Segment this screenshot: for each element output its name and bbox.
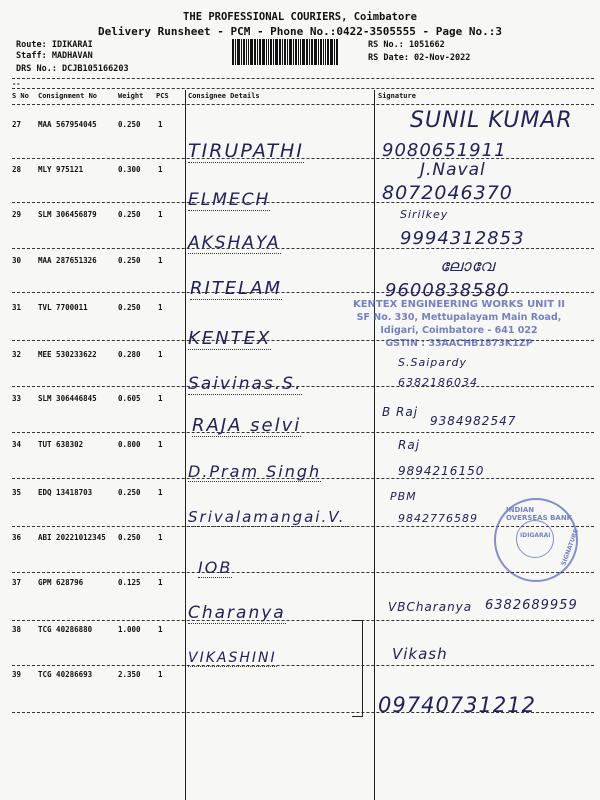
bank-seal-text: IDIGARAI [520, 532, 551, 539]
row-pcs: 1 [158, 350, 163, 359]
header-title: THE PROFESSIONAL COURIERS, Coimbatore [183, 11, 417, 23]
stamp-line: Idigari, Coimbatore - 641 022 [380, 325, 538, 336]
rs-number: RS No.: 1051662 [368, 40, 445, 50]
row-signature: Raj [398, 438, 421, 452]
row-weight: 2.350 [118, 670, 141, 679]
barcode [232, 39, 362, 65]
row-pcs: 1 [158, 625, 163, 634]
row-weight: 0.250 [118, 256, 141, 265]
row-pcs: 1 [158, 440, 163, 449]
row-weight: 0.250 [118, 533, 141, 542]
row-pcs: 1 [158, 256, 163, 265]
row-sno: 31 [12, 303, 22, 312]
row-phone: 9894216150 [398, 464, 485, 478]
row-consignment: MEE 530233622 [38, 350, 97, 359]
divider [12, 104, 594, 105]
divider [12, 88, 594, 89]
row-consignee: RAJA selvi [192, 415, 302, 436]
row-phone: 9384982547 [430, 414, 517, 428]
header-subtitle: Delivery Runsheet - PCM - Phone No.:0422-3505555 - Page No.:3 [98, 25, 502, 38]
row-weight: 0.800 [118, 440, 141, 449]
bank-seal-inner-ring [516, 520, 554, 558]
column-divider [185, 90, 186, 800]
row-divider [12, 432, 594, 433]
row-signature: ലോവേ [440, 256, 495, 275]
row-pcs: 1 [158, 120, 163, 129]
row-consignee: RITELAM [190, 278, 283, 299]
route-label: Route: IDIKARAI [16, 40, 93, 50]
row-pcs: 1 [158, 394, 163, 403]
row-consignment: MAA 567954045 [38, 120, 97, 129]
row-consignee: Charanya [188, 603, 286, 623]
stamp-line: SF No. 330, Mettupalayam Main Road, [356, 312, 562, 323]
row-consignee: KENTEX [188, 328, 272, 349]
row-sno: 30 [12, 256, 22, 265]
row-consignee: IOB [198, 558, 233, 577]
row-sno: 33 [12, 394, 22, 403]
row-signature: SUNIL KUMAR [410, 108, 573, 133]
row-divider [12, 620, 594, 621]
row-phone: 8072046370 [382, 182, 513, 204]
row-sno: 32 [12, 350, 22, 359]
stamp-line: KENTEX ENGINEERING WORKS UNIT II [352, 299, 566, 310]
row-signature: J.Naval [420, 160, 486, 180]
row-phone: 9994312853 [400, 228, 525, 249]
row-sno: 29 [12, 210, 22, 219]
stray-mark: -- [12, 80, 21, 88]
row-consignment: MLY 975121 [38, 165, 84, 174]
row-weight: 1.000 [118, 625, 141, 634]
row-pcs: 1 [158, 670, 163, 679]
row-consignment: TCG 40286693 [38, 670, 93, 679]
row-consignee: TIRUPATHI [188, 140, 304, 162]
bank-seal-text: SIGNATURE [560, 528, 581, 567]
row-signature: VBCharanya [388, 600, 473, 614]
row-pcs: 1 [158, 578, 163, 587]
row-signature: Sirilkey [400, 208, 449, 221]
divider [12, 78, 594, 79]
bank-seal-text: INDIAN OVERSEAS BANK [506, 506, 573, 522]
row-consignment: TCG 40286880 [38, 625, 93, 634]
row-weight: 0.250 [118, 303, 141, 312]
row-signature: S.Saipardy [398, 356, 467, 369]
row-sno: 27 [12, 120, 22, 129]
rs-date: RS Date: 02-Nov-2022 [368, 53, 471, 63]
row-consignment: ABI 20221012345 [38, 533, 106, 542]
col-header-signature: Signature [378, 92, 416, 100]
row-signature: PBM [390, 490, 417, 503]
col-header-weight: Weight [118, 92, 144, 100]
row-divider [12, 572, 594, 573]
row-phone: 6382186034 [398, 376, 478, 389]
row-weight: 0.250 [118, 210, 141, 219]
row-pcs: 1 [158, 210, 163, 219]
row-divider [12, 386, 594, 387]
row-weight: 0.605 [118, 394, 141, 403]
drs-number: DRS No.: DCJB105166203 [16, 64, 129, 74]
row-sno: 36 [12, 533, 22, 542]
column-divider [374, 90, 375, 800]
row-pcs: 1 [158, 303, 163, 312]
row-phone: 9842776589 [398, 512, 478, 525]
bank-seal [494, 498, 581, 582]
row-phone: 09740731212 [378, 693, 536, 717]
row-signature: B Raj [382, 405, 419, 419]
row-consignment: GPM 628796 [38, 578, 84, 587]
row-pcs: 1 [158, 165, 163, 174]
row-consignee: Saivinas.S. [188, 374, 303, 394]
row-consignment: SLM 306456879 [38, 210, 97, 219]
row-consignment: MAA 287651326 [38, 256, 97, 265]
row-consignee: ELMECH [188, 190, 271, 210]
row-sno: 37 [12, 578, 22, 587]
row-phone: 6382689959 [485, 598, 578, 613]
col-header-consignee: Consignee Details [188, 92, 260, 100]
col-header-consignment: Consignment No [38, 92, 98, 100]
row-divider [12, 665, 594, 666]
company-stamp [350, 298, 568, 350]
row-sno: 34 [12, 440, 22, 449]
row-consignment: SLM 306446845 [38, 394, 97, 403]
row-sno: 39 [12, 670, 22, 679]
row-weight: 0.250 [118, 488, 141, 497]
row-weight: 0.300 [118, 165, 141, 174]
row-pcs: 1 [158, 488, 163, 497]
bracket-mark [352, 620, 363, 717]
row-consignment: TUT 638302 [38, 440, 84, 449]
row-consignee: Srivalamangai.V. [188, 508, 346, 526]
row-consignee: D.Pram Singh [188, 462, 322, 481]
row-weight: 0.280 [118, 350, 141, 359]
staff-label: Staff: MADHAVAN [16, 51, 93, 61]
row-consignee: AKSHAYA [188, 233, 281, 253]
row-weight: 0.250 [118, 120, 141, 129]
row-sno: 28 [12, 165, 22, 174]
row-pcs: 1 [158, 533, 163, 542]
row-signature: Vikash [392, 645, 448, 663]
row-consignee: VIKASHINI [188, 650, 277, 666]
row-consignment: TVL 7700011 [38, 303, 88, 312]
col-header-sno: S No [12, 92, 29, 100]
row-consignment: EDQ 13418703 [38, 488, 93, 497]
row-sno: 38 [12, 625, 22, 634]
row-sno: 35 [12, 488, 22, 497]
row-phone: 9600838580 [385, 280, 510, 301]
stamp-line: GSTIN : 33AACHB1873K1ZP [385, 338, 533, 349]
row-weight: 0.125 [118, 578, 141, 587]
row-phone: 9080651911 [382, 140, 507, 161]
col-header-pcs: PCS [156, 92, 169, 100]
